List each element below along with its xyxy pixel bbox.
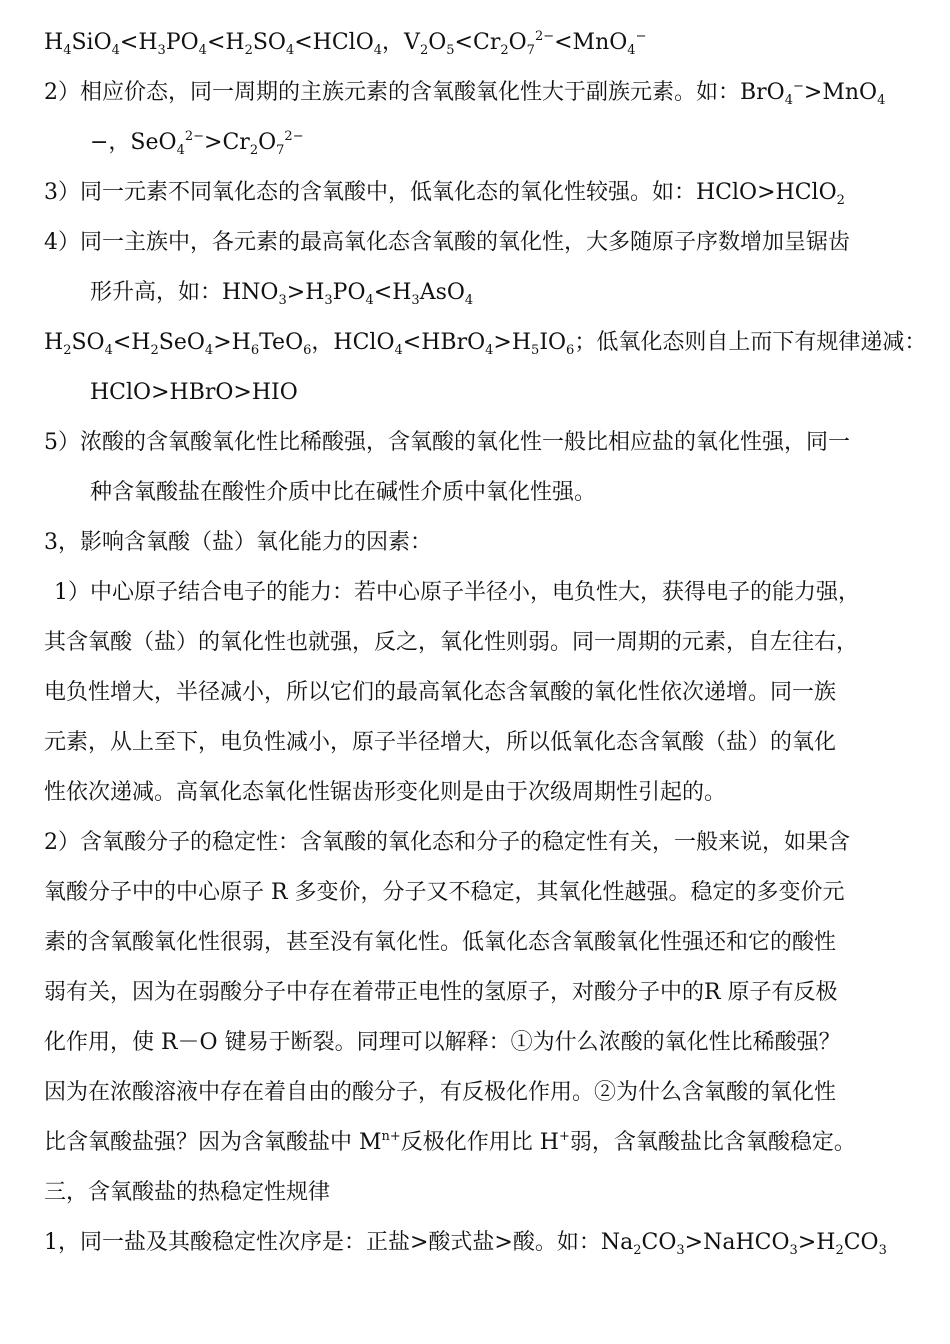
- text-line: [90, 278, 473, 308]
- text-run: IO: [539, 330, 567, 355]
- subscript: 4: [111, 43, 120, 58]
- text-run: PO: [332, 280, 366, 305]
- text-run: 种含氧酸盐在酸性介质中比在碱性介质中氧化性强。: [90, 480, 597, 505]
- text-run: 1）中心原子结合电子的能力：若中心原子半径小，电负性大，获得电子的能力强，: [54, 580, 860, 605]
- subscript: 4: [485, 343, 494, 358]
- text-line: [44, 1228, 887, 1258]
- text-run: >H: [286, 280, 325, 305]
- subscript: 3: [789, 1243, 798, 1258]
- subscript: 2: [150, 343, 159, 358]
- text-run: O: [428, 30, 447, 55]
- text-run: SeO: [158, 330, 205, 355]
- text-run: O: [508, 30, 527, 55]
- subscript: 3: [157, 43, 166, 58]
- text-line: [44, 878, 845, 908]
- text-run: <H: [119, 30, 158, 55]
- text-line: [44, 1128, 856, 1158]
- subscript: 5: [446, 43, 455, 58]
- superscript: n+: [381, 1129, 401, 1144]
- text-run: <H: [373, 280, 412, 305]
- text-run: SiO: [71, 30, 112, 55]
- text-line: [44, 778, 726, 808]
- text-run: 2）含氧酸分子的稳定性：含氧酸的氧化态和分子的稳定性有关，一般来说，如果含: [44, 830, 850, 855]
- text-run: ，HClO: [311, 330, 395, 355]
- text-run: 性依次递减。高氧化态氧化性锯齿形变化则是由于次级周期性引起的。: [44, 780, 727, 805]
- text-run: >H: [797, 1230, 836, 1255]
- text-run: CO: [843, 1230, 879, 1255]
- subscript: 4: [784, 93, 794, 108]
- superscript: −: [635, 29, 647, 44]
- text-run: SO: [252, 30, 286, 55]
- subscript: 4: [285, 43, 295, 58]
- text-run: TeO: [259, 330, 304, 355]
- text-run: 元素，从上至下，电负性减小，原子半径增大，所以低氧化态含氧酸（盐）的氧化: [44, 730, 837, 755]
- subscript: 2: [836, 193, 845, 208]
- subscript: 2: [835, 1243, 844, 1258]
- subscript: 2: [249, 143, 259, 158]
- subscript: 5: [531, 343, 540, 358]
- superscript: +: [558, 1129, 570, 1144]
- text-run: 三，含氧酸盐的热稳定性规律: [44, 1180, 331, 1205]
- superscript: 2−: [184, 129, 205, 144]
- subscript: 6: [303, 343, 312, 358]
- subscript: 4: [365, 293, 374, 308]
- text-run: >H: [493, 330, 532, 355]
- text-line: [44, 1078, 836, 1108]
- text-run: 因为在浓酸溶液中存在着自由的酸分子，有反极化作用。②为什么含氧酸的氧化性: [44, 1080, 837, 1105]
- text-line: [44, 728, 836, 758]
- subscript: 2: [419, 43, 429, 58]
- subscript: 7: [276, 143, 285, 158]
- subscript: 4: [373, 43, 383, 58]
- superscript: 2−: [534, 29, 555, 44]
- text-run: 弱有关，因为在弱酸分子中存在着带正电性的氢原子，对酸分子中的R 原子有反极: [44, 980, 838, 1005]
- subscript: 6: [566, 343, 575, 358]
- text-run: 比含氧酸盐强？因为含氧酸盐中 M: [44, 1130, 382, 1155]
- text-run: H: [44, 30, 64, 55]
- text-line: [44, 928, 836, 958]
- subscript: 3: [324, 293, 333, 308]
- text-run: <HBrO: [402, 330, 486, 355]
- subscript: 4: [464, 293, 474, 308]
- subscript: 3: [411, 293, 420, 308]
- text-run: ，V: [382, 30, 420, 55]
- text-run: 其含氧酸（盐）的氧化性也就强，反之，氧化性则弱。同一周期的元素，自左往右，: [44, 630, 859, 655]
- text-run: 反极化作用比 H: [400, 1130, 559, 1155]
- subscript: 4: [176, 143, 185, 158]
- text-line: [44, 678, 836, 708]
- text-line: [44, 1028, 841, 1058]
- subscript: 2: [63, 343, 72, 358]
- text-run: 化作用，使 R－O 键易于断裂。同理可以解释：①为什么浓酸的氧化性比稀酸强？: [44, 1030, 841, 1055]
- text-line: [44, 178, 845, 208]
- text-line: [44, 978, 838, 1008]
- subscript: 4: [877, 93, 886, 108]
- subscript: 4: [104, 343, 113, 358]
- text-line: [54, 578, 860, 608]
- text-run: <HClO: [294, 30, 374, 55]
- subscript: 3: [676, 1243, 685, 1258]
- text-run: 1，同一盐及其酸稳定性次序是：正盐>酸式盐>酸。如：Na: [44, 1230, 634, 1255]
- text-run: 素的含氧酸氧化性很弱，甚至没有氧化性。低氧化态含氧酸氧化性强还和它的酸性: [44, 930, 837, 955]
- text-run: 氧酸分子中的中心原子 R 多变价，分子又不稳定，其氧化性越强。稳定的多变价元: [44, 880, 845, 905]
- text-run: −，SeO: [90, 130, 177, 155]
- text-run: <MnO: [554, 30, 628, 55]
- text-run: O: [258, 130, 277, 155]
- text-line: [90, 128, 304, 158]
- text-run: 3，影响含氧酸（盐）氧化能力的因素：: [44, 530, 432, 555]
- subscript: 2: [633, 1243, 642, 1258]
- text-run: 2）相应价态，同一周期的主族元素的含氧酸氧化性大于副族元素。如：BrO: [44, 80, 785, 105]
- text-line: [90, 378, 298, 408]
- section-heading: [44, 528, 432, 558]
- superscript: 2−: [284, 129, 304, 144]
- subscript: 2: [500, 43, 509, 58]
- text-run: H: [44, 330, 64, 355]
- text-run: 4）同一主族中，各元素的最高氧化态含氧酸的氧化性，大多随原子序数增加呈锯齿: [44, 230, 850, 255]
- superscript: −: [793, 79, 804, 94]
- text-run: <Cr: [454, 30, 501, 55]
- text-line: [44, 78, 885, 108]
- text-run: 形升高，如：HNO: [90, 280, 279, 305]
- text-run: >Cr: [204, 130, 250, 155]
- text-run: AsO: [419, 280, 465, 305]
- subscript: 7: [526, 43, 535, 58]
- text-run: 3）同一元素不同氧化态的含氧酸中，低氧化态的氧化性较强。如：HClO>HClO: [44, 180, 837, 205]
- text-run: ；低氧化态则自上而下有规律递减：: [574, 330, 927, 355]
- text-run: >NaHCO: [684, 1230, 790, 1255]
- text-line: [44, 328, 926, 358]
- text-line: [44, 428, 850, 458]
- text-run: SO: [71, 330, 105, 355]
- text-run: <H: [112, 330, 151, 355]
- subscript: 2: [244, 43, 253, 58]
- subscript: 4: [198, 43, 207, 58]
- text-run: >MnO: [803, 80, 878, 105]
- text-run: 电负性增大，半径减小，所以它们的最高氧化态含氧酸的氧化性依次递增。同一族: [44, 680, 837, 705]
- text-run: HClO>HBrO>HIO: [90, 380, 298, 405]
- section-heading: [44, 1178, 330, 1208]
- text-run: CO: [641, 1230, 677, 1255]
- subscript: 3: [878, 1243, 887, 1258]
- text-line: [90, 478, 596, 508]
- text-line: [44, 28, 646, 58]
- text-run: PO: [165, 30, 199, 55]
- subscript: 4: [394, 343, 403, 358]
- text-line: [44, 628, 858, 658]
- text-run: <H: [206, 30, 245, 55]
- text-line: [44, 828, 850, 858]
- subscript: 3: [278, 293, 287, 308]
- subscript: 4: [627, 43, 636, 58]
- text-run: 5）浓酸的含氧酸氧化性比稀酸强，含氧酸的氧化性一般比相应盐的氧化性强，同一: [44, 430, 850, 455]
- text-run: >H: [213, 330, 251, 355]
- subscript: 6: [250, 343, 260, 358]
- text-run: 弱，含氧酸盐比含氧酸稳定。: [569, 1130, 856, 1155]
- subscript: 4: [63, 43, 72, 58]
- text-line: [44, 228, 850, 258]
- subscript: 4: [204, 343, 214, 358]
